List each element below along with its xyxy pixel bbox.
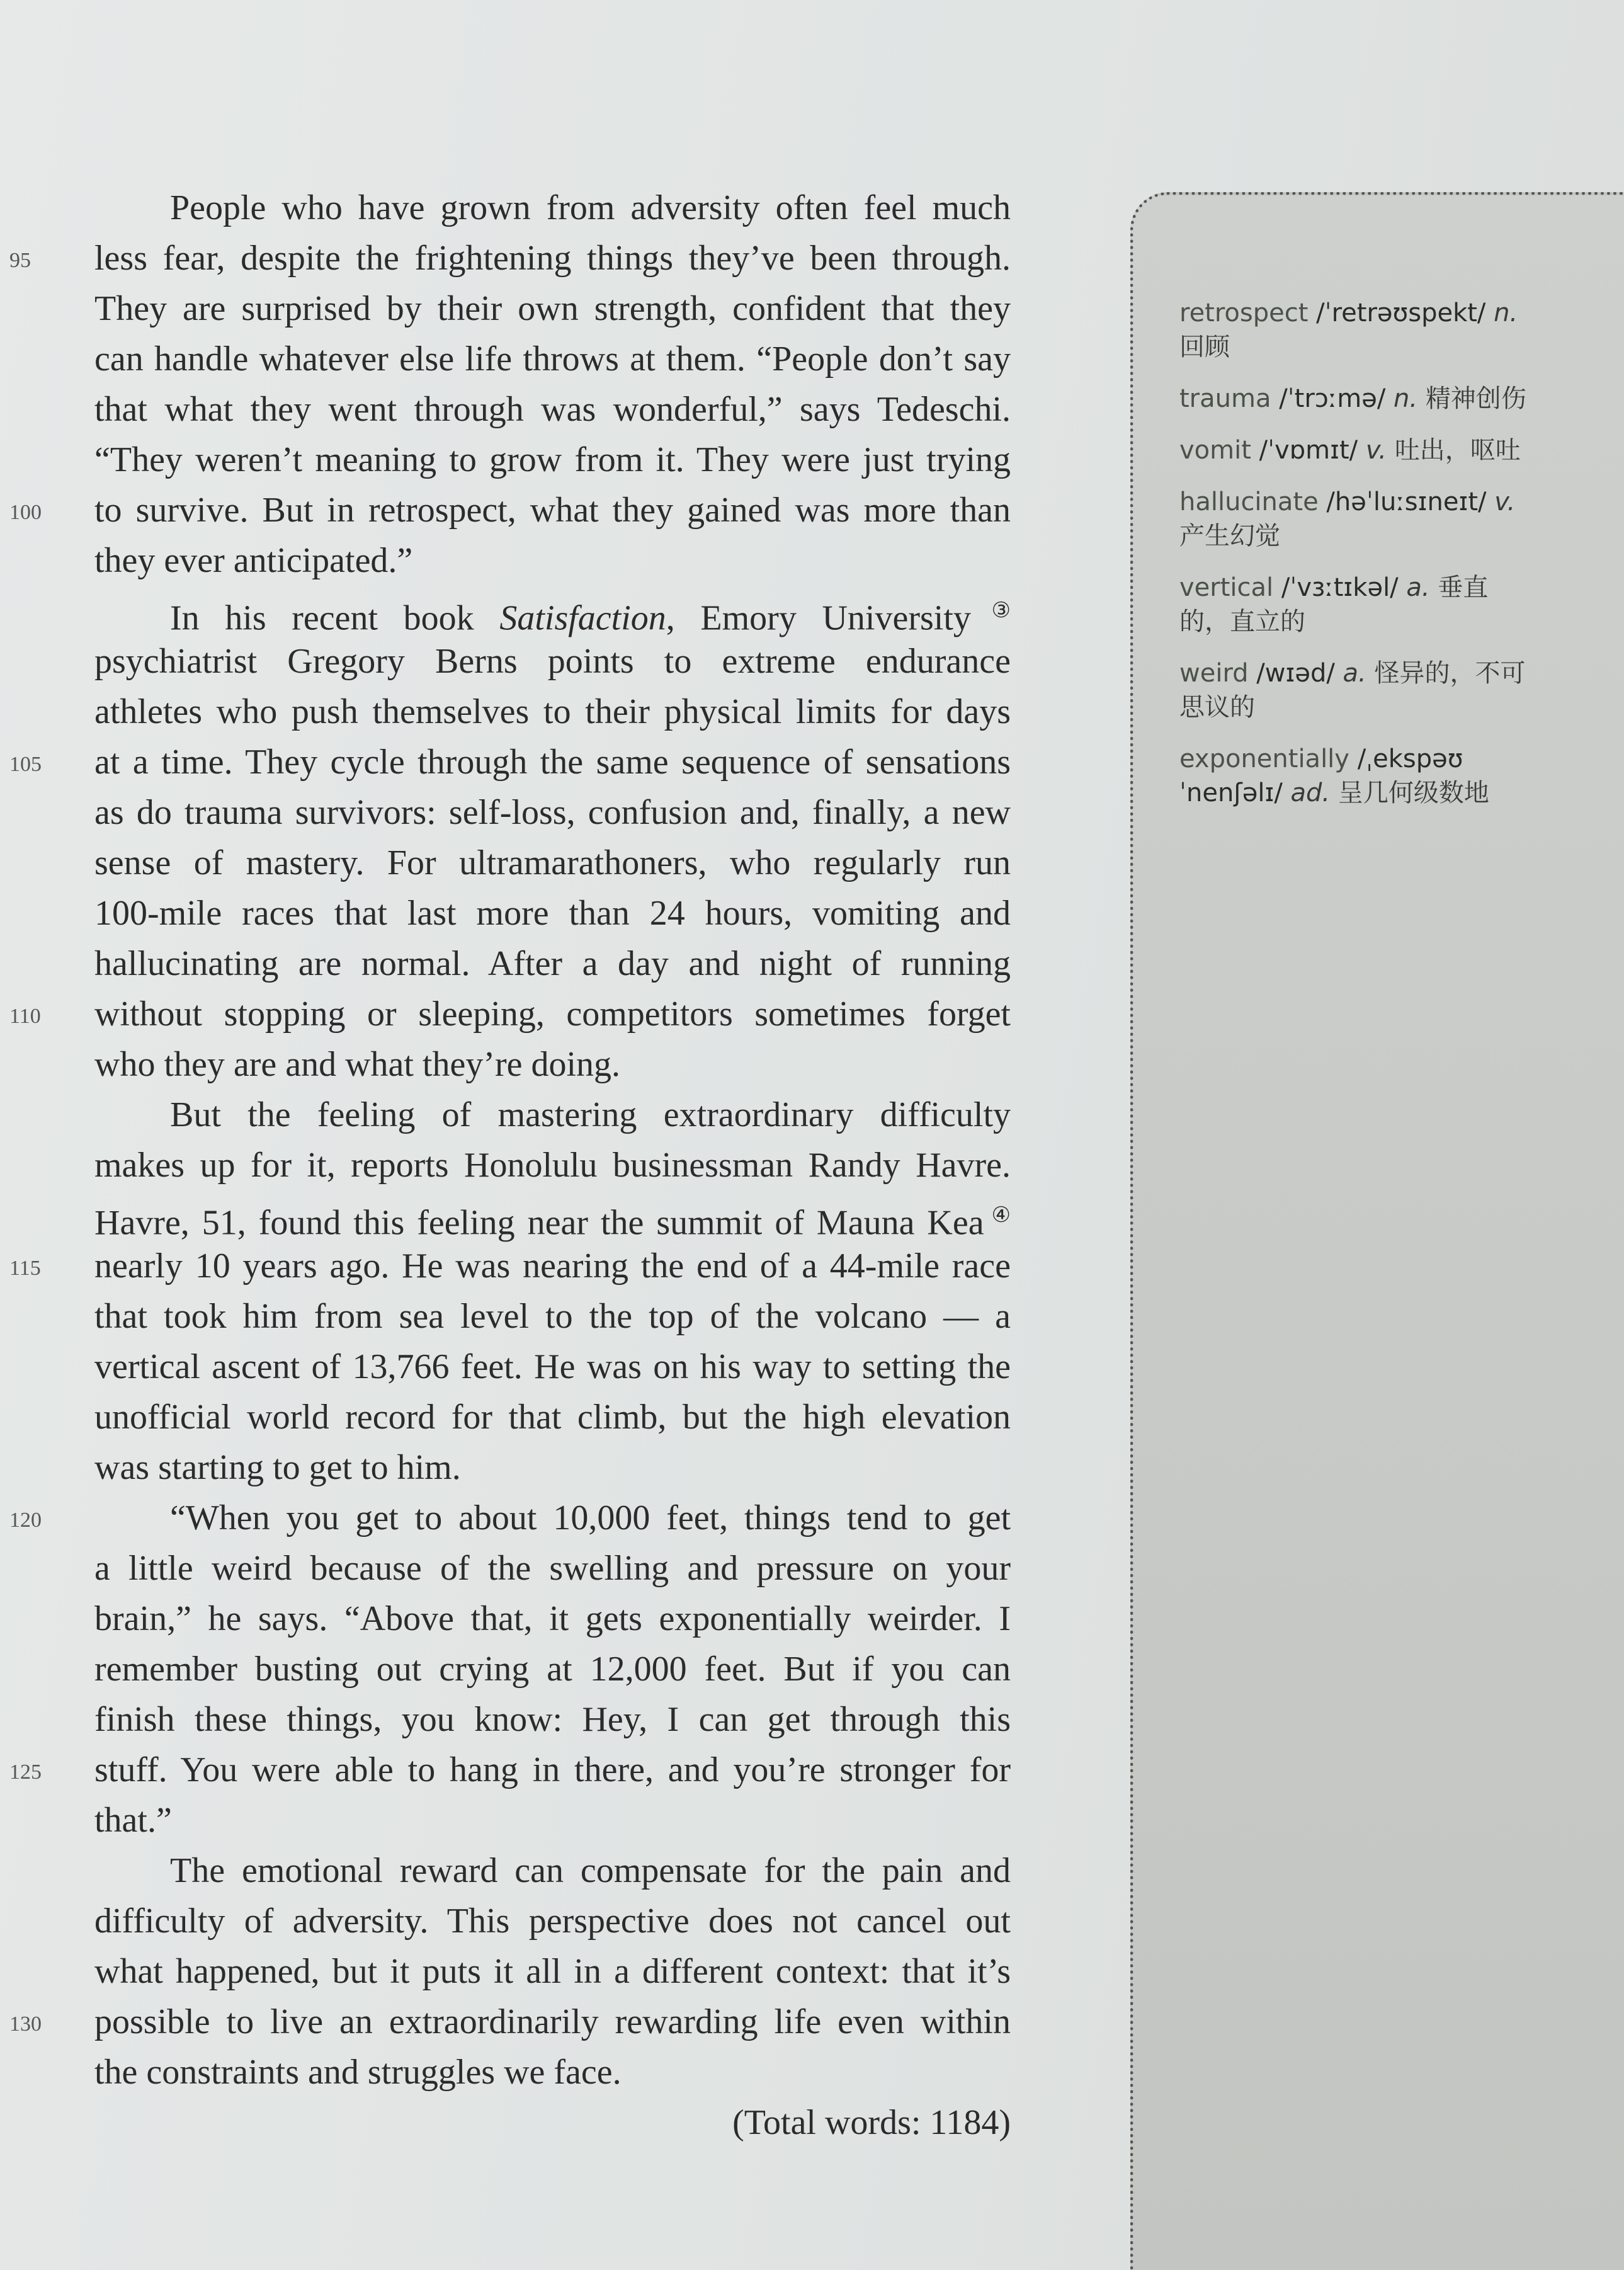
- line-text: at a time. They cycle through the same sequence of sensations: [94, 743, 1011, 782]
- line-text: In his recent book Satisfaction, Emory University: [170, 598, 971, 638]
- line-text: unofficial world record for that climb, but the high elevation: [94, 1398, 1011, 1437]
- glossary-word: hallucinate: [1179, 488, 1319, 516]
- line-text: hallucinating are normal. After a day and night of running: [94, 944, 1011, 983]
- line-text: to survive. But in retrospect, what they gained was more than: [94, 491, 1011, 530]
- text-line: [94, 1845, 1011, 1896]
- glossary-meaning: 回顾: [1179, 333, 1230, 362]
- line-text: brain,” he says. “Above that, it gets exponentially weirder. I: [94, 1599, 1011, 1638]
- text-line: [94, 1291, 1011, 1342]
- glossary-phonetic: /həˈluːsɪneɪt/: [1326, 488, 1487, 516]
- line-text: psychiatrist Gregory Berns points to extreme endurance: [94, 642, 1011, 681]
- glossary-pos: v.: [1365, 436, 1387, 465]
- glossary-pos: ad.: [1290, 779, 1331, 807]
- text-line: [94, 435, 1011, 485]
- glossary-phonetic: /ˌekspəʊˈnenʃəlɪ/: [1179, 744, 1463, 807]
- glossary-meaning: 怪异的，不可思议的: [1179, 659, 1526, 722]
- glossary-word: weird: [1179, 659, 1249, 688]
- text-line: [94, 384, 1011, 435]
- glossary-list: [1179, 296, 1532, 828]
- text-line: [94, 183, 1011, 233]
- line-number: 100: [9, 501, 42, 524]
- text-line: [94, 1442, 1011, 1493]
- glossary-phonetic: /ˈvɒmɪt/: [1259, 436, 1358, 465]
- glossary-entry: [1179, 571, 1532, 639]
- text-line: [94, 1140, 1011, 1190]
- line-text: Havre, 51, found this feeling near the summit of Mauna Kea: [94, 1203, 984, 1243]
- line-text: “They weren’t meaning to grow from it. They were just trying: [94, 440, 1011, 479]
- text-line: [94, 1594, 1011, 1644]
- text-line: [94, 1694, 1011, 1745]
- line-text: They are surprised by their own strength, confident that they: [94, 289, 1011, 328]
- text-line: [94, 1039, 1011, 1090]
- article-body: [9, 183, 1011, 2148]
- line-number: 105: [9, 753, 42, 776]
- text-line: [94, 1190, 1011, 1241]
- line-text: But the feeling of mastering extraordinary difficulty: [170, 1095, 1011, 1134]
- glossary-entry: [1179, 382, 1532, 416]
- glossary-meaning: 呈几何级数地: [1337, 779, 1489, 807]
- line-text: who they are and what they’re doing.: [94, 1045, 621, 1084]
- glossary-phonetic: /ˈvɜːtɪkəl/: [1281, 573, 1399, 602]
- glossary-pos: n.: [1394, 384, 1418, 413]
- text-line: [94, 787, 1011, 838]
- text-line: [94, 1896, 1011, 1946]
- text-line: [94, 636, 1011, 687]
- glossary-entry: [1179, 656, 1532, 724]
- glossary-word: exponentially: [1179, 744, 1349, 773]
- line-text: nearly 10 years ago. He was nearing the end of a 44-mile race: [94, 1246, 1011, 1286]
- text-line: [94, 1392, 1011, 1442]
- text-line: [94, 535, 1011, 586]
- line-text: “When you get to about 10,000 feet, things tend to get: [170, 1498, 1011, 1537]
- line-number: 130: [9, 2012, 42, 2036]
- line-text: finish these things, you know: Hey, I can get through this: [94, 1700, 1011, 1739]
- glossary-entry: [1179, 296, 1532, 364]
- glossary-entry: [1179, 433, 1532, 467]
- text-line: [94, 1090, 1011, 1140]
- glossary-word: retrospect: [1179, 299, 1309, 328]
- text-line: [94, 1795, 1011, 1845]
- text-line: [9, 1241, 1011, 1291]
- line-text: was starting to get to him.: [94, 1448, 461, 1487]
- line-text: stuff. You were able to hang in there, and you’re stronger for: [94, 1750, 1011, 1789]
- line-number: 120: [9, 1509, 42, 1532]
- glossary-pos: a.: [1343, 659, 1366, 688]
- text-line: [9, 737, 1011, 787]
- text-line: [9, 989, 1011, 1039]
- line-number: 115: [9, 1257, 41, 1280]
- text-line: [9, 1745, 1011, 1795]
- text-line: [94, 1644, 1011, 1694]
- line-text: possible to live an extraordinarily rewarding life even within: [94, 2002, 1011, 2041]
- text-line: [9, 1997, 1011, 2047]
- glossary-word: trauma: [1179, 384, 1271, 413]
- glossary-entry: [1179, 485, 1532, 553]
- glossary-word: vomit: [1179, 436, 1251, 465]
- line-text: remember busting out crying at 12,000 feet. But if you can: [94, 1650, 1011, 1689]
- line-text: sense of mastery. For ultramarathoners, who regularly run: [94, 843, 1011, 882]
- line-text: they ever anticipated.”: [94, 541, 413, 580]
- line-text: difficulty of adversity. This perspective does not cancel out: [94, 1902, 1011, 1941]
- text-line: [94, 1946, 1011, 1997]
- line-text: what happened, but it puts it all in a different context: that it’s: [94, 1952, 1011, 1991]
- text-line: [9, 233, 1011, 283]
- line-text: without stopping or sleeping, competitors sometimes forget: [94, 995, 1011, 1034]
- line-text: 100-mile races that last more than 24 hours, vomiting and: [94, 894, 1011, 933]
- glossary-meaning: 垂直的，直立的: [1179, 573, 1489, 636]
- glossary-pos: n.: [1494, 299, 1518, 328]
- glossary-meaning: 产生幻觉: [1179, 522, 1280, 550]
- line-text: that.”: [94, 1801, 172, 1840]
- line-text: less fear, despite the frightening things they’ve been through.: [94, 239, 1011, 278]
- line-number: 110: [9, 1005, 41, 1028]
- glossary-meaning: 吐出，呕吐: [1394, 436, 1521, 465]
- text-line: [94, 334, 1011, 384]
- total-words: (Total words: 1184): [732, 2103, 1011, 2142]
- line-text: that took him from sea level to the top of the volcano — a: [94, 1297, 1011, 1336]
- text-line: [94, 888, 1011, 938]
- glossary-meaning: 精神创伤: [1425, 384, 1526, 413]
- line-text: vertical ascent of 13,766 feet. He was on his way to setting the: [94, 1347, 1011, 1386]
- glossary-pos: a.: [1406, 573, 1430, 602]
- footnote-marker: ③: [974, 599, 1011, 622]
- text-line: [9, 485, 1011, 535]
- line-text: a little weird because of the swelling and pressure on your: [94, 1549, 1011, 1588]
- glossary-phonetic: /ˈtrɔːmə/: [1279, 384, 1386, 413]
- glossary-word: vertical: [1179, 573, 1274, 602]
- line-text: The emotional reward can compensate for the pain and: [170, 1851, 1011, 1890]
- line-number: 125: [9, 1760, 42, 1784]
- line-text: that what they went through was wonderful,” says Tedeschi.: [94, 390, 1011, 429]
- text-line: [94, 586, 1011, 636]
- text-line: [94, 2047, 1011, 2097]
- text-line: [94, 1543, 1011, 1594]
- text-line: [94, 938, 1011, 989]
- text-line: [94, 838, 1011, 888]
- text-line: [94, 1342, 1011, 1392]
- glossary-pos: v.: [1494, 488, 1516, 516]
- footnote-marker: ④: [987, 1204, 1011, 1227]
- line-text: People who have grown from adversity often feel much: [170, 188, 1011, 227]
- line-text: the constraints and struggles we face.: [94, 2053, 622, 2092]
- line-text: athletes who push themselves to their physical limits for days: [94, 692, 1011, 731]
- glossary-phonetic: /ˈretrəʊspekt/: [1316, 299, 1486, 328]
- text-line: [9, 1493, 1011, 1543]
- line-number: 95: [9, 249, 31, 272]
- text-line: [94, 283, 1011, 334]
- line-text: can handle whatever else life throws at them. “People don’t say: [94, 339, 1011, 379]
- glossary-entry: [1179, 742, 1532, 810]
- text-line: [94, 687, 1011, 737]
- line-text: makes up for it, reports Honolulu businessman Randy Havre.: [94, 1146, 1011, 1185]
- line-text: as do trauma survivors: self-loss, confusion and, finally, a new: [94, 793, 1011, 832]
- glossary-phonetic: /wɪəd/: [1256, 659, 1335, 688]
